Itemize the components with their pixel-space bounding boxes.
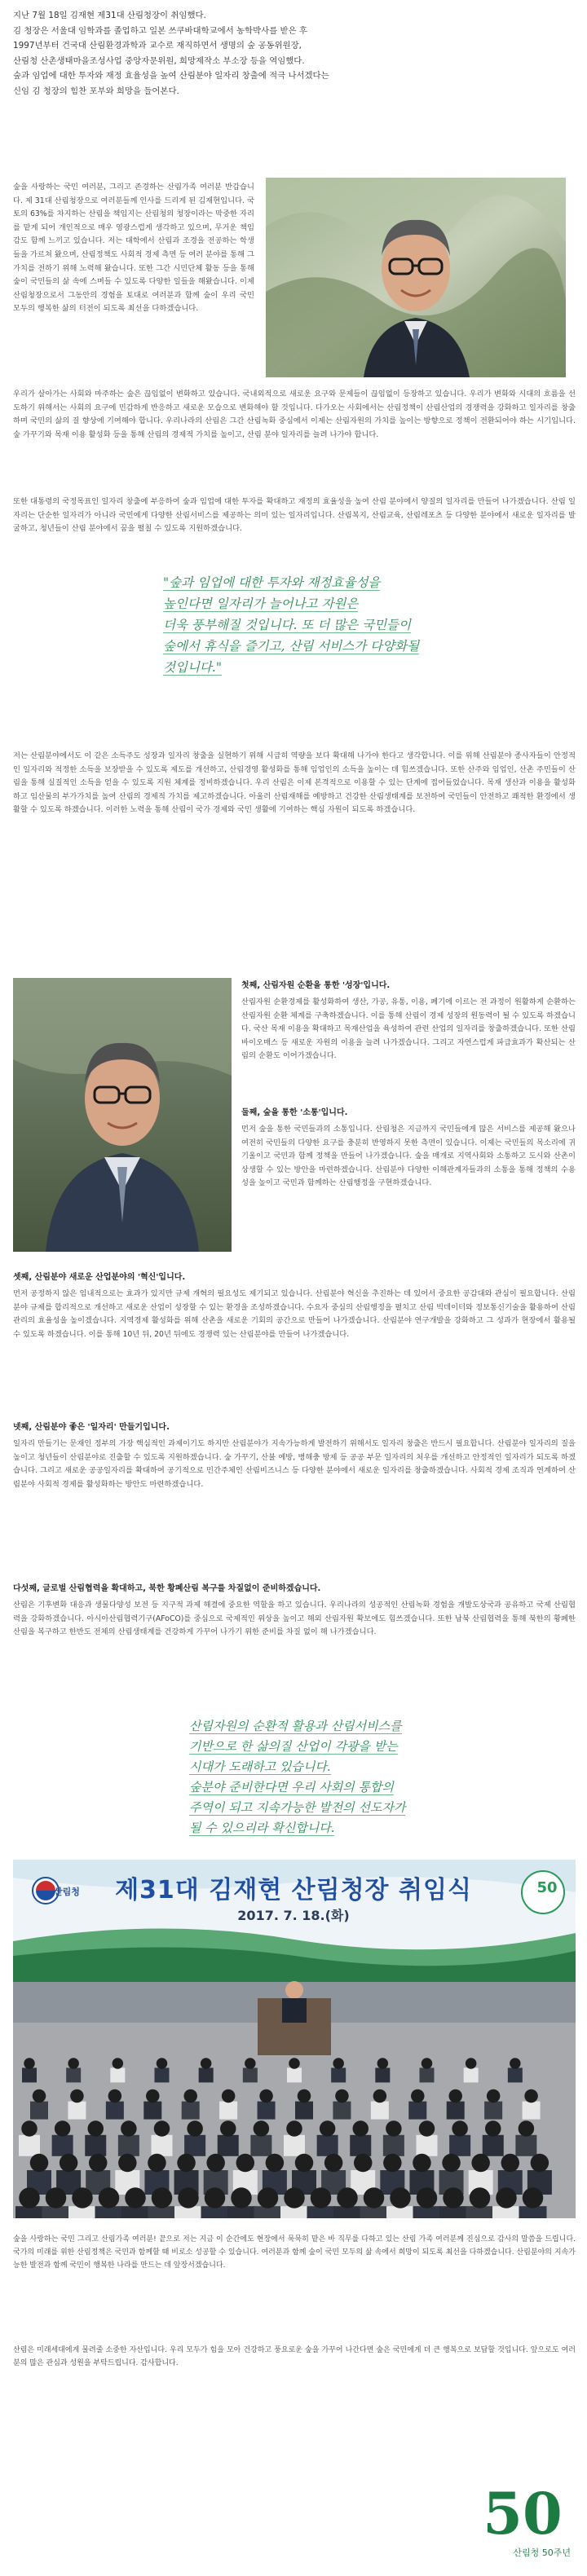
section3-paragraph: 산림자원 순환경제를 활성화하여 생산, 가공, 유통, 이용, 폐기에 이르는 전 과정이 원활하게 순환하는 산림자원 순환 체계를 구축하겠습니다. 이를 통해 산림이 경제 성장의 원동력이 될 수 있도록 하겠습니다. 국산 목재 이용을 확대하고 목재산업을 육성하여 관련 산업의 일자리를 창출하겠습니다. 또한 산림바이오매스 등 새로운 자원의 이용을 늘려 나가겠습니다. 그리고 자연스럽게 파급효과가 확산되는 산림의 순환도 이어가겠습니다.: [241, 997, 576, 1061]
section1-paragraph2: 우리가 살아가는 사회와 마주하는 숲은 끊임없이 변화하고 있습니다. 국내외적으로 새로운 요구와 문제들이 끊임없이 등장하고 있습니다. 우리가 변화와 시대의 흐름을 선도하기 위해서는 사회의 요구에 민감하게 반응하고 새로운 모습으로 변화해야 할 것입니다. 다가오는 사회에서는 산림정책이 산림산업의 경쟁력을 강화하고 일자리를 창출하며 국민의 삶의 질 향상에 기여해야 합니다. 우리나라의 산림은 그간 산림녹화 중심에서 이제는 산림자원의 가치를 높이는 방향으로 정책이 전환되어야 하는 시기입니다. 숲 가꾸기와 목재 이용 활성화 등을 통해 산림의 경제적 가치를 높이고, 산림 분야 일자리를 늘려 나가야 합니다.: [13, 390, 576, 439]
quote-line: 더욱 풍부해질 것입니다. 또 더 많은 국민들이: [163, 618, 412, 632]
audience-body: [219, 2102, 237, 2120]
audience-body: [408, 2102, 426, 2120]
audience-head: [523, 2187, 544, 2208]
audience-head: [201, 2058, 212, 2069]
intro-line: 1997년부터 건국대 산림환경과학과 교수로 재직하면서 생명의 숲 공동위원장,: [13, 41, 302, 51]
audience-head: [289, 2058, 300, 2069]
audience-head: [383, 2154, 402, 2173]
audience-head: [524, 2089, 538, 2103]
audience-head: [206, 2154, 225, 2173]
audience-head: [419, 2120, 435, 2137]
audience-head: [485, 2120, 501, 2137]
audience-head: [19, 2187, 40, 2208]
audience-head: [470, 2187, 491, 2208]
audience-head: [373, 2089, 387, 2103]
audience-body: [66, 2067, 81, 2082]
audience-head: [187, 2120, 203, 2137]
audience-head: [222, 2089, 236, 2103]
intro-line: 숲과 임업에 대한 투자와 재정 효율성을 높여 산림분야 일자리 창출에 적극 나서겠다는: [13, 71, 329, 81]
pull-quote-1: [163, 572, 457, 678]
quote-line: 주역이 되고 지속가능한 발전의 선도자가: [189, 1800, 406, 1815]
audience-body: [152, 2135, 173, 2156]
intro-line: 김 청장은 서울대 임학과를 졸업하고 일본 쓰쿠바대학교에서 농학박사를 받은 후: [13, 25, 307, 36]
audience-head: [466, 2058, 477, 2069]
quote-line: 될 수 있으리라 확신합니다.: [189, 1821, 335, 1835]
portrait-photo-2: [13, 978, 232, 1252]
audience-body: [258, 2102, 276, 2120]
section1-paragraph3: 또한 대통령의 국정목표인 일자리 창출에 부응하여 숲과 임업에 대한 투자를 확대하고 재정의 효율성을 높여 산림 분야에서 양질의 일자리를 만들어 나가겠습니다. 산림 일자리는 단순한 일자리가 아니라 국민에게 다양한 산림서비스를 제공하는 의미 있는 일자리입니다. 산림복지, 산림교육, 산림레포츠 등 다양한 분야에서 새로운 일자리를 발굴하고, 청년들이 산림 분야에서 꿈을 펼칠 수 있도록 지원하겠습니다.: [13, 497, 576, 534]
audience-head: [121, 2120, 137, 2137]
audience-head: [386, 2120, 402, 2137]
audience-head: [266, 2154, 285, 2173]
quote-line: 기반으로 한 삶의질 산업이 각광을 받는: [189, 1739, 398, 1754]
audience-body: [508, 2067, 523, 2082]
audience-body: [383, 2135, 404, 2156]
audience-head: [154, 2120, 170, 2137]
audience-head: [33, 2089, 46, 2103]
audience-head: [24, 2058, 35, 2069]
audience-head: [89, 2154, 108, 2173]
audience-head: [205, 2187, 226, 2208]
audience-head: [335, 2089, 349, 2103]
audience-body: [118, 2135, 139, 2156]
audience-head: [220, 2120, 236, 2137]
closing-paragraph1: 숲을 사랑하는 국민 그리고 산림가족 여러분! 끝으로 저는 지금 이 순간에도 현장에서 묵묵히 맡은 바 직무를 다하고 있는 산림 가족 여러분께 진심으로 감사의 말씀을 드립니다. 국가의 미래를 위한 산림정책은 국민과 함께할 때 비로소 성공할 수 있습니다. 여러분과 함께 숲이 국민 모두의 삶 속에서 희망이 되도록 최선을 다하겠습니다. 산림분야의 지속가능한 발전과 함께 국민이 행복한 나라를 만드는 데 앞장서겠습니다.: [13, 2235, 576, 2270]
audience-body: [449, 2135, 470, 2156]
audience-head: [70, 2089, 84, 2103]
section3-heading: 첫째, 산림자원 순환을 통한 '성장'입니다.: [241, 981, 391, 990]
audience-body: [375, 2067, 390, 2082]
anniversary-logo-caption: 산림청 50주년: [513, 2547, 571, 2558]
audience-head: [258, 2187, 279, 2208]
pull-quote-2: [189, 1716, 499, 1838]
audience-body: [19, 2135, 40, 2156]
anniversary-logo: [470, 2482, 576, 2569]
audience-body: [333, 2102, 351, 2120]
quote-line: 높인다면 일자리가 늘어나고 자원은: [163, 597, 359, 611]
portrait-photo-1: [266, 178, 566, 377]
audience-head: [411, 2089, 425, 2103]
audience-body: [350, 2135, 371, 2156]
audience-body: [184, 2135, 205, 2156]
audience-head: [364, 2187, 385, 2208]
audience-body: [155, 2067, 170, 2082]
audience-head: [177, 2154, 196, 2173]
audience-head: [501, 2154, 520, 2173]
quote-line: 숲에서 휴식을 즐기고, 산림 서비스가 다양화될: [163, 639, 420, 654]
audience-body: [199, 2067, 214, 2082]
section5-heading: 셋째, 산림분야 새로운 산업분야의 '혁신'입니다.: [13, 1273, 186, 1282]
audience-head: [30, 2154, 49, 2173]
quote-line: "숲과 임업에 대한 투자와 재정효율성을: [163, 575, 381, 590]
audience-head: [157, 2058, 168, 2069]
intro-line: 신임 김 청장의 힘찬 포부와 희망을 들어본다.: [13, 86, 179, 96]
audience-head: [46, 2187, 67, 2208]
section7-heading: 다섯째, 글로벌 산림협력을 확대하고, 북한 황폐산림 복구를 차질없이 준비하겠습니다.: [13, 1584, 321, 1593]
audience-head: [320, 2120, 336, 2137]
audience-body: [483, 2135, 504, 2156]
audience-head: [21, 2120, 38, 2137]
audience-body: [331, 2067, 346, 2082]
section4-paragraph: 먼저 숲을 통한 국민들과의 소통입니다. 산림청은 지금까지 국민들에게 많은 서비스를 제공해 왔으나 여전히 국민들의 다양한 요구를 충분히 반영하지 못한 측면이 있습니다. 이제는 국민들의 목소리에 귀 기울이고 국민과 함께 정책을 만들어 나가겠습니다. 숲을 매개로 지역사회와 소통하고 도시와 산촌이 상생할 수 있는 방안을 마련하겠습니다. 산림분야 다양한 이해관계자들과의 소통을 통해 정책의 수용성을 높이고 국민과 함께하는 산림행정을 구현하겠습니다.: [241, 1125, 576, 1188]
audience-head: [390, 2187, 411, 2208]
banner-date: 2017. 7. 18.(화): [237, 1908, 350, 1923]
audience-head: [471, 2154, 490, 2173]
audience-head: [442, 2154, 461, 2173]
audience-body: [85, 2135, 106, 2156]
audience-head: [245, 2058, 256, 2069]
section1-paragraph1: 숲을 사랑하는 국민 여러분, 그리고 존경하는 산림가족 여러분 반갑습니다. 제 31대 산림청장으로 여러분들께 인사를 드리게 된 김재현입니다. 국토의 63%를 차지하는 산림을 책임지는 산림청의 청장이라는 막중한 자리를 맡게 되어 개인적으로 매우 영광스럽게 생각하고 있으며, 무거운 책임감도 함께 느끼고 있습니다. 저는 대학에서 산림과 조경을 전공하는 학생들을 가르쳐 왔으며, 산림정책도 사회적 경제 측면 등 여러 분야를 통해 그 가치를 전하기 위해 노력해 왔습니다. 또한 그간 시민단체 활동 등을 통해 숲이 국민들의 삶 속에 스며들 수 있도록 다양한 일들을 해왔습니다. 이제 산림청장으로서 그동안의 경험을 토대로 여러분과 함께 숲이 우리 국민 모두의 행복한 삶의 터전이 되도록 최선을 다하겠습니다.: [13, 183, 254, 314]
audience-body: [250, 2135, 271, 2156]
audience-head: [519, 2120, 535, 2137]
audience-head: [377, 2058, 389, 2069]
audience-body: [143, 2102, 161, 2120]
section6-heading: 넷째, 산림분야 좋은 '일자리' 만들기입니다.: [13, 1423, 170, 1432]
audience-body: [484, 2102, 502, 2120]
audience-body: [218, 2135, 239, 2156]
audience-head: [72, 2187, 93, 2208]
audience-head: [254, 2120, 270, 2137]
audience-head: [324, 2154, 343, 2173]
audience-head: [178, 2187, 199, 2208]
audience-body: [417, 2135, 438, 2156]
audience-body: [284, 2135, 305, 2156]
audience-body: [515, 2135, 536, 2156]
section2-paragraph1: 저는 산림분야에서도 이 같은 소득주도 성장과 일자리 창출을 실현하기 위해 시급히 역량을 보다 확대해 나가야 한다고 생각합니다. 이를 위해 산림분야 종사자들이 안정적인 일자리와 적정한 소득을 보장받을 수 있도록 제도를 개선하고, 산림경영 활성화를 통해 임업인의 소득을 높이는 데 힘쓰겠습니다. 또한 산주와 임업인, 산촌 주민들이 산림을 통해 실질적인 소득을 얻을 수 있도록 지원 체계를 정비하겠습니다. 우리 산림은 이제 본격적으로 이용할 수 있는 단계에 접어들었습니다. 목재 생산과 이용을 활성화하고 임산물의 부가가치를 높여 산림의 경제적 가치를 제고하겠습니다. 아울러 산림재해를 예방하고 건강한 산림생태계를 보전하여 국민들이 안전하고 쾌적한 환경에서 생활할 수 있도록 하겠습니다. 이러한 노력을 통해 산림이 국가 경제와 국민 생활에 기여하는 핵심 자원이 되도록 하겠습니다.: [13, 751, 576, 815]
section5-paragraph: 먼저 공정하지 않은 임내적으로는 효과가 있지만 규제 개혁의 필요성도 제기되고 있습니다. 산림분야 혁신을 추진하는 데 있어서 중요한 공감대와 관심이 필요합니다. 산림분야 규제를 합리적으로 개선하고 새로운 산업이 성장할 수 있는 환경을 조성하겠습니다. 수요자 중심의 산림행정을 펼치고 산림 빅데이터와 정보통신기술을 활용하여 산림관리의 효율성을 높이겠습니다. 지역경제 활성화를 위해 산촌을 새로운 기회의 공간으로 만들어 나가겠습니다. 산림분야 연구개발을 강화하고 그 성과가 현장에서 활용될 수 있도록 하겠습니다. 이를 통해 10년 뒤, 20년 뒤에도 경쟁력 있는 산림분야를 만들어 나가겠습니다.: [13, 1289, 576, 1339]
audience-head: [68, 2058, 79, 2069]
audience-head: [487, 2089, 501, 2103]
audience-body: [30, 2102, 48, 2120]
audience-body: [523, 2102, 541, 2120]
audience-body: [106, 2102, 124, 2120]
audience-head: [421, 2058, 433, 2069]
audience-head: [354, 2154, 373, 2173]
audience-head: [496, 2187, 517, 2208]
audience-body: [52, 2135, 73, 2156]
audience-head: [60, 2154, 78, 2173]
audience-body: [317, 2135, 338, 2156]
audience-body: [182, 2102, 200, 2120]
audience-head: [452, 2120, 468, 2137]
audience-head: [337, 2187, 358, 2208]
audience-head: [333, 2058, 344, 2069]
audience-head: [113, 2058, 124, 2069]
quote-line: 시대가 도래하고 있습니다.: [189, 1759, 331, 1774]
audience-head: [311, 2187, 332, 2208]
closing-paragraph2: 산림은 미래세대에게 물려줄 소중한 자산입니다. 우리 모두가 힘을 모아 건강하고 풍요로운 숲을 가꾸어 나간다면 숲은 국민에게 더 큰 행복으로 보답할 것입니다. 앞으로도 여러분의 많은 관심과 성원을 부탁드립니다. 감사합니다.: [13, 2346, 576, 2367]
audience-head: [259, 2089, 273, 2103]
audience-head: [298, 2089, 311, 2103]
audience-head: [152, 2187, 173, 2208]
audience-body: [68, 2102, 86, 2120]
audience-head: [531, 2154, 549, 2173]
quote-line: 산림자원의 순환적 활용과 산림서비스를: [189, 1719, 402, 1733]
audience-body: [22, 2067, 37, 2082]
audience-head: [88, 2120, 104, 2137]
quote-line: 것입니다.": [163, 660, 222, 675]
audience-head: [448, 2089, 462, 2103]
audience-head: [413, 2154, 431, 2173]
audience-head: [443, 2187, 464, 2208]
anniversary-logo-number: 50: [483, 2480, 563, 2547]
banner-org-label: 산림청: [54, 1887, 80, 1897]
intro-line: 산림청 산촌생태마을조성사업 중앙자문위원, 희망제작소 부소장 등을 역임했다.: [13, 55, 305, 66]
audience-head: [146, 2089, 160, 2103]
section4-heading: 둘째, 숲을 통한 '소통'입니다.: [241, 1108, 348, 1117]
audience-head: [125, 2187, 146, 2208]
audience-head: [55, 2120, 71, 2137]
audience-body: [243, 2067, 258, 2082]
audience-head: [118, 2154, 137, 2173]
intro-line: 지난 7월 18일 김재현 제31대 산림청장이 취임했다.: [13, 11, 206, 20]
section6-paragraph: 일자리 만들기는 문재인 정부의 가장 핵심적인 과제이기도 하지만 산림분야가 지속가능하게 발전하기 위해서도 일자리 창출은 반드시 필요합니다. 산림분야 일자리의 질을 높이고 청년들이 산림분야로 진출할 수 있도록 지원하겠습니다. 숲 가꾸기, 산불 예방, 병해충 방제 등 공공 부문 일자리의 처우를 개선하고 안정적인 일자리가 되도록 하겠습니다. 그리고 새로운 공공일자리를 확대하여 공기적으로 민간주체인 산림비즈니스 등 다양한 분야에서 새로운 일자리를 창출하겠습니다. 사회적 경제 조직과 연계하여 산림분야 사회적 경제를 활성화하는 방안도 마련하겠습니다.: [13, 1439, 576, 1489]
quote-line: 숲분야 준비한다면 우리 사회의 통합의: [189, 1780, 394, 1794]
audience-head: [148, 2154, 166, 2173]
audience-head: [108, 2089, 122, 2103]
audience-body: [464, 2067, 479, 2082]
audience-body: [295, 2102, 313, 2120]
audience-head: [295, 2154, 314, 2173]
audience-head: [417, 2187, 438, 2208]
audience-head: [236, 2154, 255, 2173]
audience-body: [447, 2102, 465, 2120]
audience-head: [99, 2187, 120, 2208]
audience-body: [110, 2067, 125, 2082]
section7-paragraph: 산림은 기후변화 대응과 생물다양성 보전 등 지구적 과제 해결에 중요한 역할을 하고 있습니다. 우리나라의 성공적인 산림녹화 경험을 개발도상국과 공유하고 국제 산림협력을 강화하겠습니다. 아시아산림협력기구(AFoCO)를 중심으로 국제적인 위상을 높이고 해외 산림자원 확보에도 힘쓰겠습니다. 또한 남북 산림협력을 통해 북한의 황폐한 산림을 복구하고 한반도 전체의 산림생태계를 건강하게 가꾸어 나가기 위한 준비를 차질 없이 해 나가겠습니다.: [13, 1601, 576, 1637]
banner-anniversary-badge: 50: [536, 1879, 558, 1896]
audience-head: [284, 2187, 305, 2208]
audience-body: [287, 2067, 302, 2082]
intro-block: [13, 8, 576, 99]
audience-head: [353, 2120, 369, 2137]
audience-head: [231, 2187, 252, 2208]
banner-title: 제31대 김재현 산림청장 취임식: [115, 1876, 472, 1904]
audience-head: [510, 2058, 521, 2069]
audience-head: [183, 2089, 197, 2103]
audience-head: [286, 2120, 302, 2137]
audience-body: [371, 2102, 389, 2120]
audience-body: [420, 2067, 435, 2082]
